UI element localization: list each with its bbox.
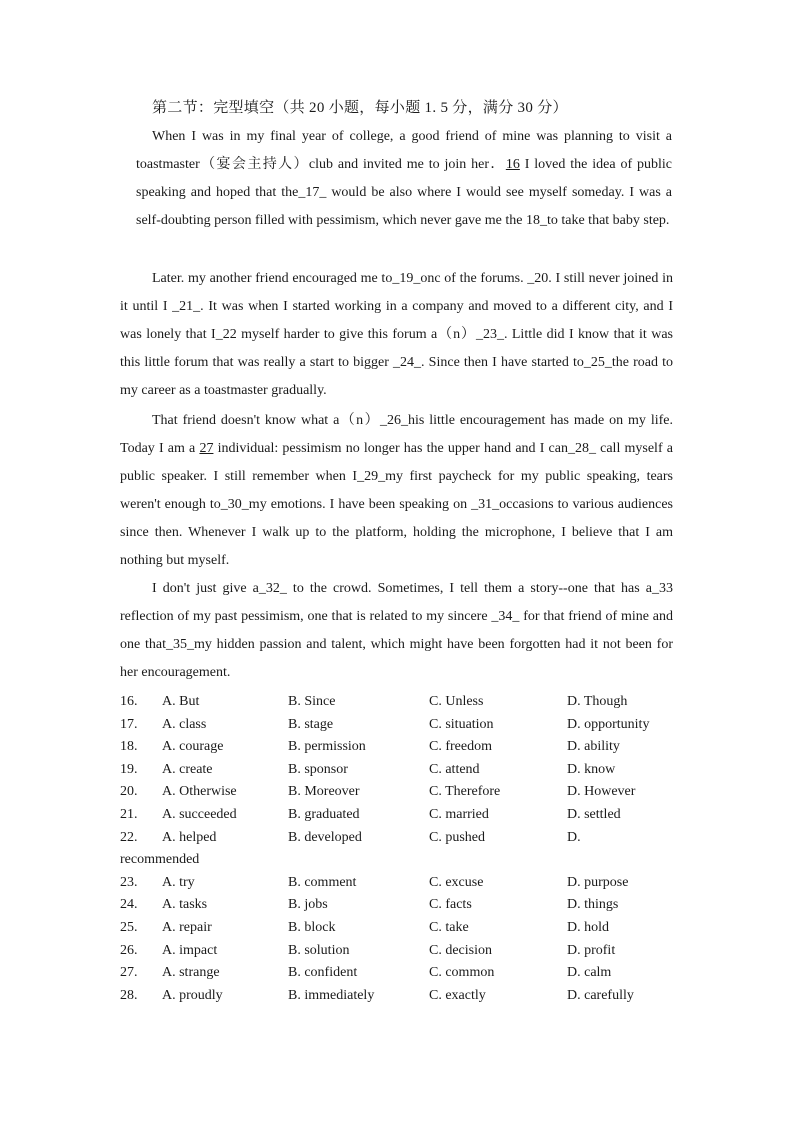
blank-number: 16 — [505, 157, 520, 172]
option-a: A. tasks — [162, 897, 208, 913]
option-b: B. stage — [288, 716, 334, 732]
question-row — [120, 985, 680, 1008]
question-number: 19. — [120, 761, 138, 777]
passage-paragraph-4: I don't just give a_32_ to the crowd. Sometimes, I tell them a story--one that has a_33 reflection of my past pessimism, one that is related to my sincere _34_ for that friend of mine and one that_35_my hidden passion and talent, which might have been forgotten had it not been for her encouragement. — [120, 581, 673, 680]
option-b: B. confident — [288, 965, 358, 981]
question-row — [120, 962, 680, 985]
option-d: D. hold — [567, 919, 609, 935]
option-a: A. helped — [162, 829, 217, 845]
option-b: B. comment — [288, 874, 357, 890]
answer-options — [120, 691, 680, 1007]
option-d: D. carefully — [567, 987, 634, 1003]
option-b: B. developed — [288, 829, 362, 845]
option-a: A. create — [162, 761, 213, 777]
option-d: D. opportunity — [567, 716, 650, 732]
question-number: 17. — [120, 716, 138, 732]
question-number: 22. — [120, 829, 138, 845]
question-number: 21. — [120, 806, 138, 822]
option-a: A. But — [162, 694, 200, 709]
option-c: C. freedom — [429, 739, 492, 755]
option-d: D. know — [567, 761, 616, 777]
question-row — [120, 917, 680, 940]
option-d: D. ability — [567, 739, 620, 755]
option-c: C. facts — [429, 897, 472, 913]
option-b: B. block — [288, 919, 336, 935]
option-d: D. settled — [567, 806, 621, 822]
option-b: B. immediately — [288, 987, 375, 1003]
option-c: C. excuse — [429, 874, 484, 890]
blank-number: 27 — [199, 441, 214, 456]
option-c: C. situation — [429, 716, 494, 732]
question-row — [120, 804, 680, 827]
option-c: C. decision — [429, 942, 492, 958]
option-d: D. profit — [567, 942, 616, 958]
question-number: 25. — [120, 919, 138, 935]
question-number: 23. — [120, 874, 138, 890]
passage-text: That friend doesn't know what a（n）_26_his little encouragement has made on my life. Today I am a — [120, 413, 673, 456]
question-number: 16. — [120, 694, 138, 709]
option-a: A. courage — [162, 739, 224, 755]
question-row — [120, 691, 680, 714]
question-row — [120, 759, 680, 782]
option-c: C. exactly — [429, 987, 486, 1003]
option-c: C. take — [429, 919, 469, 935]
question-row — [120, 714, 680, 737]
option-b: B. permission — [288, 739, 366, 755]
option-d-continued: recommended — [120, 852, 200, 868]
option-d: D. calm — [567, 965, 612, 981]
option-a: A. Otherwise — [162, 784, 237, 800]
question-row — [120, 827, 680, 850]
option-b: B. sponsor — [288, 761, 348, 777]
question-number: 27. — [120, 965, 138, 981]
section-title: 第二节：完型填空（共 20 小题，每小题 1. 5 分，满分 30 分） — [152, 100, 568, 116]
option-a: A. class — [162, 716, 207, 732]
option-b: B. Since — [288, 694, 336, 709]
option-c: C. pushed — [429, 829, 485, 845]
option-c: C. Therefore — [429, 784, 501, 800]
option-c: C. common — [429, 965, 495, 981]
option-b: B. jobs — [288, 897, 328, 913]
option-c: C. married — [429, 806, 489, 822]
passage-text: I loved the idea of public speaking and hoped that the_17_ would be also where I would see myself someday. I was a self-doubting person filled with pessimism, which never gave me the 18_to take that baby step. — [136, 157, 673, 228]
option-d: D. Though — [567, 694, 628, 709]
option-a: A. strange — [162, 965, 220, 981]
option-d: D. things — [567, 897, 619, 913]
passage-paragraph-3 — [120, 407, 673, 575]
question-row — [120, 894, 680, 917]
option-a: A. proudly — [162, 987, 223, 1003]
option-d: D. purpose — [567, 874, 629, 890]
passage-text: individual: pessimism no longer has the upper hand and I can_28_ call myself a public speaker. I still remember when I_29_my first paycheck for my public speaking, tears weren't enough to_30_my emotions. I have been speaking on _31_occasions to various audiences since then. Whenever I walk up to the platform, holding the microphone, I believe that I am nothing but myself. — [120, 441, 673, 568]
question-number: 20. — [120, 784, 138, 800]
question-row — [120, 872, 680, 895]
passage-paragraph-2: Later. my another friend encouraged me to_19_onc of the forums. _20. I still never joined in it until I _21_. It was when I started working in a company and moved to a different city, and I was lonely that I_22 myself harder to give this forum a（n）_23_. Little did I know that it was this little forum that was really a start to bigger _24_. Since then I have started to_25_the road to my career as a toastmaster gradually. — [120, 271, 673, 398]
question-number: 18. — [120, 739, 138, 755]
option-b: B. graduated — [288, 806, 360, 822]
option-c: C. attend — [429, 761, 480, 777]
question-row — [120, 940, 680, 963]
option-b: B. Moreover — [288, 784, 360, 800]
option-d: D. — [567, 829, 581, 845]
option-c: C. Unless — [429, 694, 484, 709]
question-number: 24. — [120, 897, 138, 913]
passage-paragraph-1 — [136, 123, 672, 235]
passage-text: When I was in my final year of college, a good friend of mine was planning to visit a toastmaster（宴会主持人）club and invited me to join her． — [136, 129, 672, 172]
option-b: B. solution — [288, 942, 350, 958]
option-a: A. try — [162, 874, 195, 890]
option-a: A. repair — [162, 919, 212, 935]
question-row — [120, 781, 680, 804]
option-d: D. However — [567, 784, 636, 800]
question-number: 28. — [120, 987, 138, 1003]
option-a: A. succeeded — [162, 806, 237, 822]
question-number: 26. — [120, 942, 138, 958]
question-row — [120, 736, 680, 759]
option-a: A. impact — [162, 942, 218, 958]
